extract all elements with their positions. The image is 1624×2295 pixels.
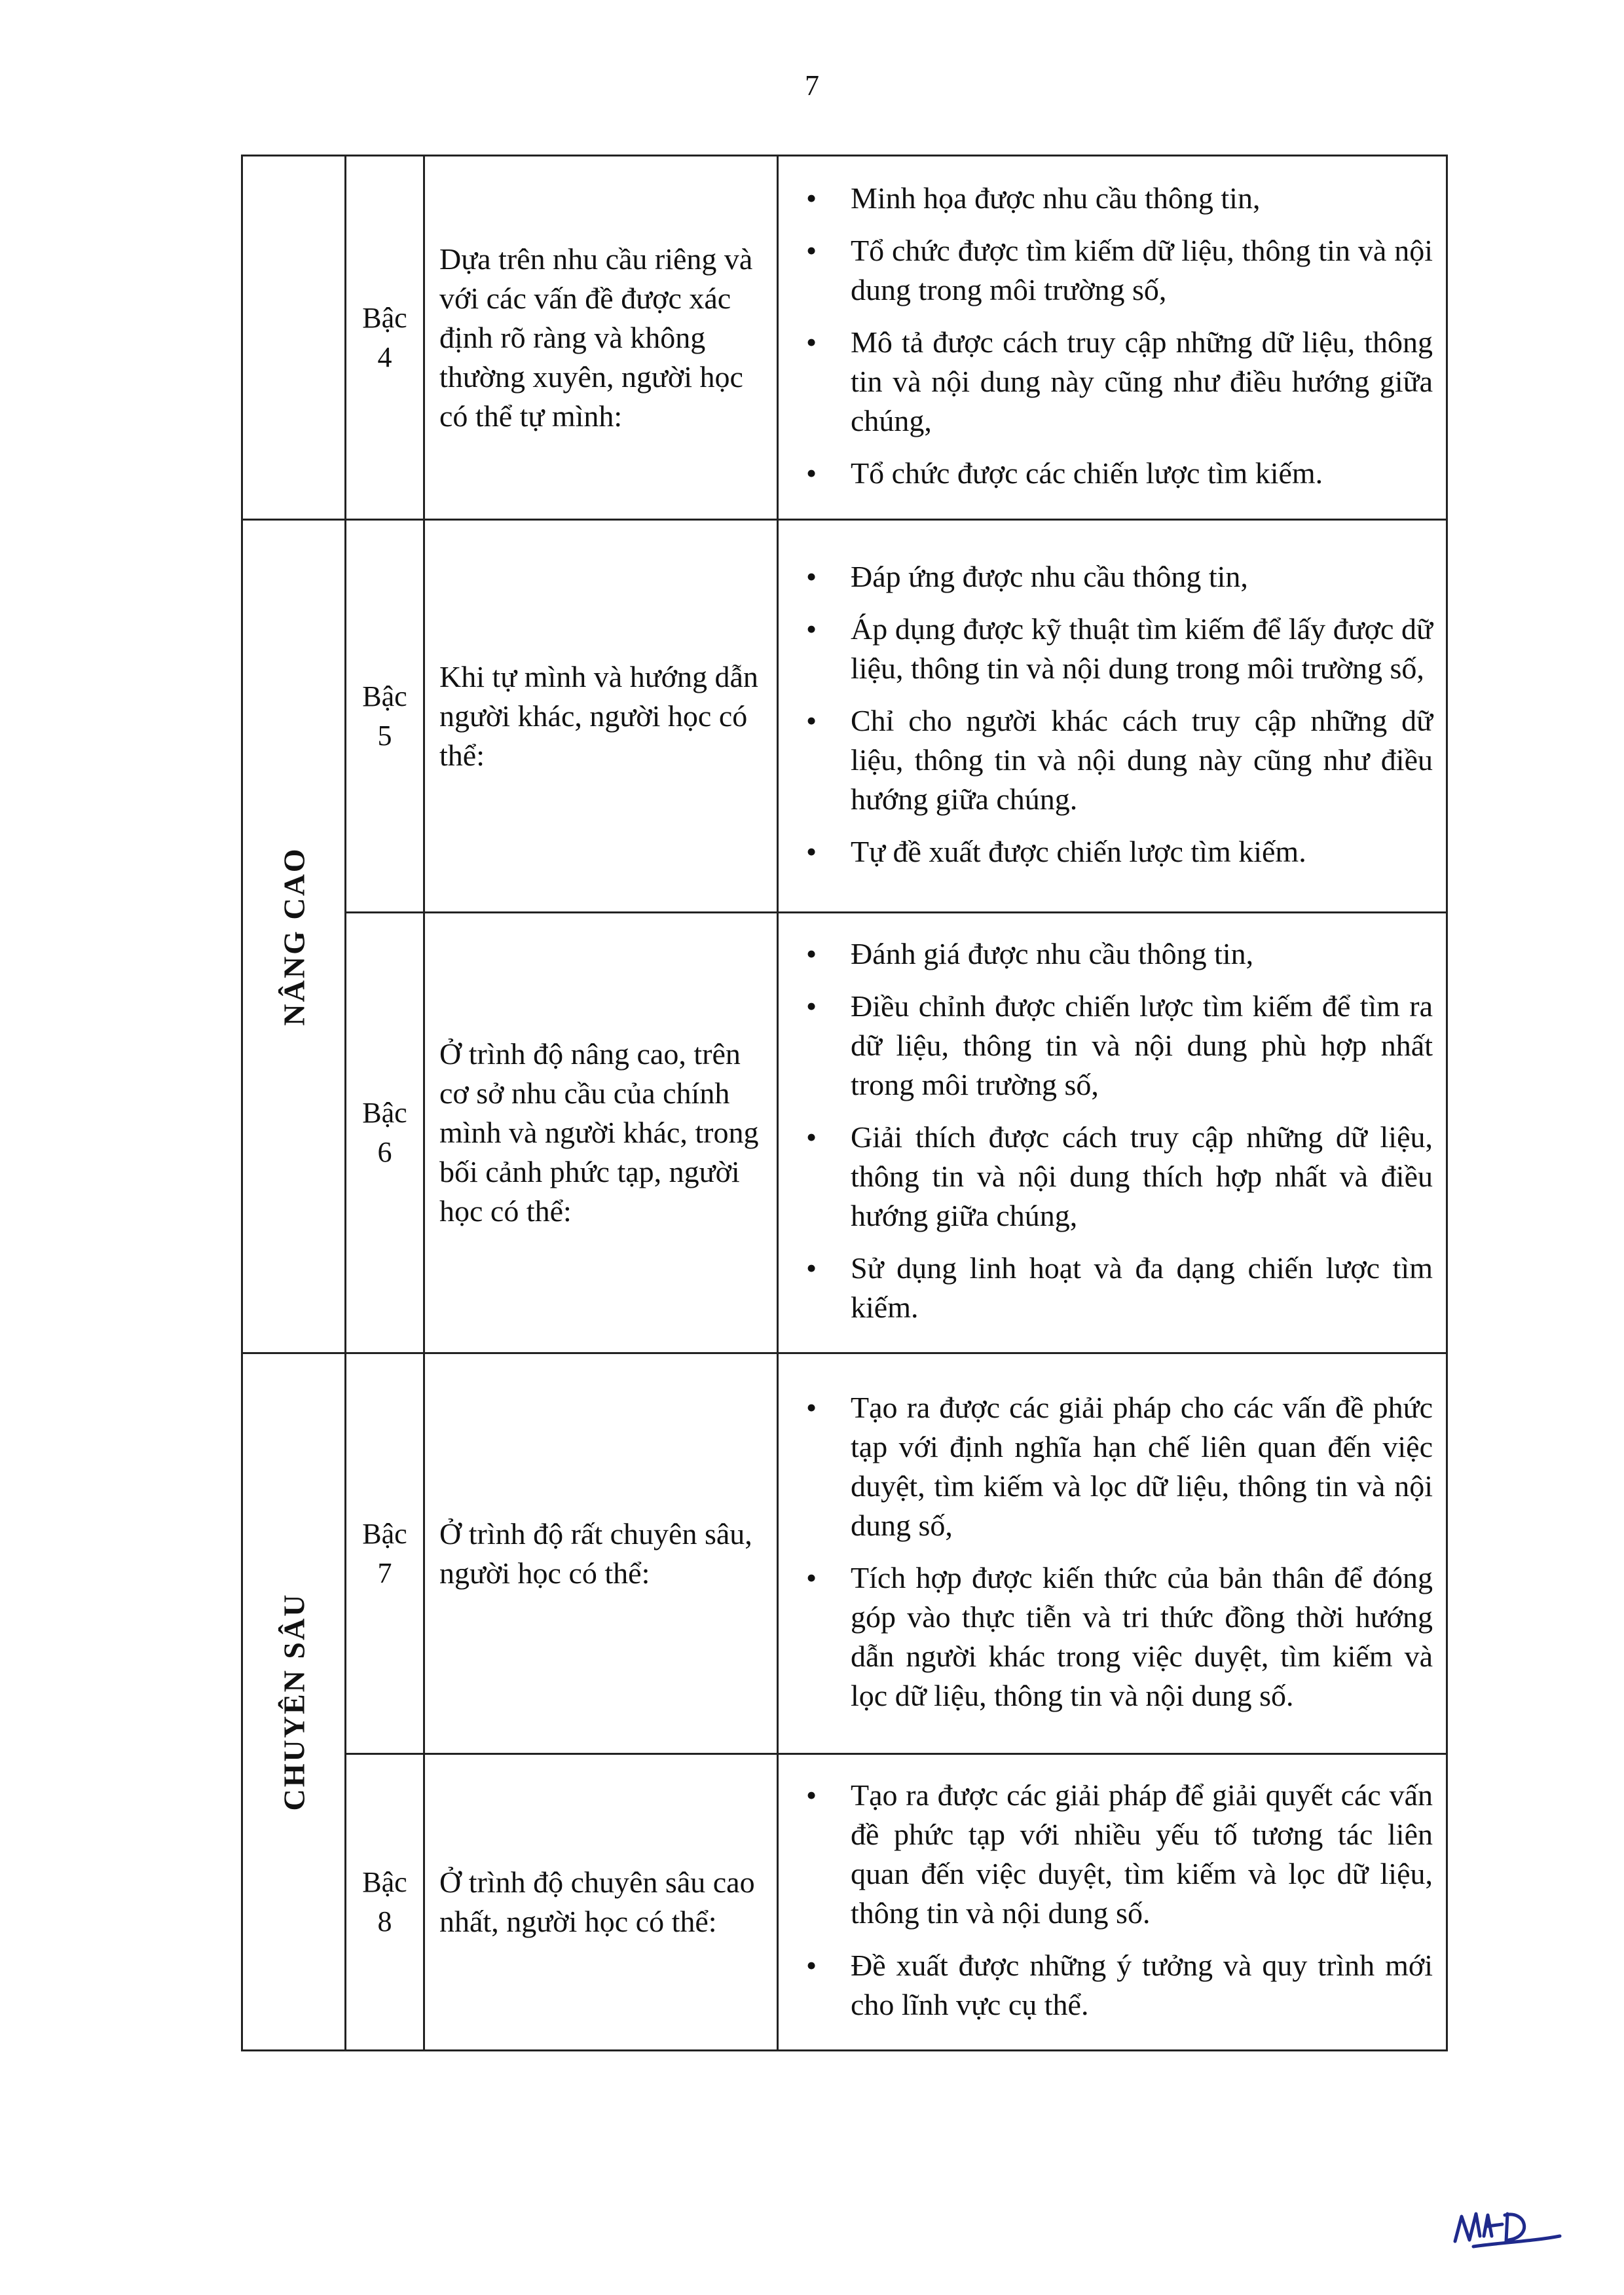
condition-cell: Ở trình độ rất chuyên sâu, người học có thể: — [424, 1353, 778, 1754]
list-item: • Tự đề xuất được chiến lược tìm kiếm. — [792, 832, 1433, 872]
list-item: • Đánh giá được nhu cầu thông tin, — [792, 934, 1433, 974]
competency-levels-table — [241, 155, 1448, 2051]
outcomes-cell — [778, 1754, 1447, 2051]
level-number: 4 — [377, 340, 392, 373]
level-word: Bậc — [362, 301, 407, 334]
level-number: 5 — [377, 719, 392, 752]
level-cell — [346, 1754, 424, 2051]
level-word: Bậc — [362, 1097, 407, 1129]
list-item: • Minh họa được nhu cầu thông tin, — [792, 179, 1433, 218]
outcomes-list — [792, 179, 1433, 493]
list-item: • Tổ chức được các chiến lược tìm kiếm. — [792, 454, 1433, 493]
level-number: 7 — [377, 1556, 392, 1589]
level-cell — [346, 1353, 424, 1754]
level-word: Bậc — [362, 1866, 407, 1898]
page-number: 7 — [805, 69, 819, 101]
initials-signature-icon — [1447, 2190, 1565, 2262]
list-item: • Đáp ứng được nhu cầu thông tin, — [792, 557, 1433, 597]
level-word: Bậc — [362, 680, 407, 712]
group-label: NÂNG CAO — [277, 847, 310, 1026]
list-item: • Điều chỉnh được chiến lược tìm kiếm để tìm ra dữ liệu, thông tin và nội dung phù hợp nhất trong môi trường số, — [792, 987, 1433, 1105]
outcomes-cell — [778, 520, 1447, 913]
list-item: • Đề xuất được những ý tưởng và quy trình mới cho lĩnh vực cụ thể. — [792, 1946, 1433, 2025]
level-cell — [346, 913, 424, 1353]
group-cell-chuyen-sau — [242, 1353, 346, 2051]
table-row-level-6 — [242, 913, 1447, 1353]
list-item: • Chỉ cho người khác cách truy cập những dữ liệu, thông tin và nội dung này cũng như điều hướng giữa chúng. — [792, 701, 1433, 819]
group-cell-continued — [242, 156, 346, 520]
list-item: • Mô tả được cách truy cập những dữ liệu, thông tin và nội dung này cũng như điều hướng giữa chúng, — [792, 323, 1433, 441]
condition-cell: Khi tự mình và hướng dẫn người khác, người học có thể: — [424, 520, 778, 913]
group-cell-nang-cao — [242, 520, 346, 1353]
list-item: • Tạo ra được các giải pháp cho các vấn đề phức tạp với định nghĩa hạn chế liên quan đến việc duyệt, tìm kiếm và lọc dữ liệu, thông tin và nội dung số, — [792, 1388, 1433, 1545]
condition-cell: Ở trình độ chuyên sâu cao nhất, người học có thể: — [424, 1754, 778, 2051]
level-number: 8 — [377, 1905, 392, 1937]
table-row-level-4 — [242, 156, 1447, 520]
level-word: Bậc — [362, 1517, 407, 1550]
outcomes-list — [792, 1388, 1433, 1716]
level-cell — [346, 520, 424, 913]
outcomes-list — [792, 1776, 1433, 2025]
condition-cell: Dựa trên nhu cầu riêng và với các vấn đề được xác định rõ ràng và không thường xuyên, người học có thể tự mình: — [424, 156, 778, 520]
outcomes-list — [792, 557, 1433, 872]
outcomes-cell — [778, 156, 1447, 520]
list-item: • Tích hợp được kiến thức của bản thân để đóng góp vào thực tiễn và tri thức đồng thời hướng dẫn người khác trong việc duyệt, tìm kiếm và lọc dữ liệu, thông tin và nội dung số. — [792, 1558, 1433, 1716]
level-number: 6 — [377, 1136, 392, 1168]
list-item: • Giải thích được cách truy cập những dữ liệu, thông tin và nội dung thích hợp nhất và điều hướng giữa chúng, — [792, 1118, 1433, 1236]
table-row-level-7 — [242, 1353, 1447, 1754]
list-item: • Sử dụng linh hoạt và đa dạng chiến lược tìm kiếm. — [792, 1249, 1433, 1327]
table-row-level-5 — [242, 520, 1447, 913]
outcomes-cell — [778, 1353, 1447, 1754]
list-item: • Tạo ra được các giải pháp để giải quyết các vấn đề phức tạp với nhiều yếu tố tương tác liên quan đến việc duyệt, tìm kiếm và lọc dữ liệu, thông tin và nội dung số. — [792, 1776, 1433, 1933]
list-item: • Tổ chức được tìm kiếm dữ liệu, thông tin và nội dung trong môi trường số, — [792, 231, 1433, 310]
group-label: CHUYÊN SÂU — [277, 1592, 310, 1811]
table-row-level-8 — [242, 1754, 1447, 2051]
condition-cell: Ở trình độ nâng cao, trên cơ sở nhu cầu của chính mình và người khác, trong bối cảnh phức tạp, người học có thể: — [424, 913, 778, 1353]
list-item: • Áp dụng được kỹ thuật tìm kiếm để lấy được dữ liệu, thông tin và nội dung trong môi trường số, — [792, 610, 1433, 688]
outcomes-cell — [778, 913, 1447, 1353]
level-cell — [346, 156, 424, 520]
outcomes-list — [792, 934, 1433, 1327]
